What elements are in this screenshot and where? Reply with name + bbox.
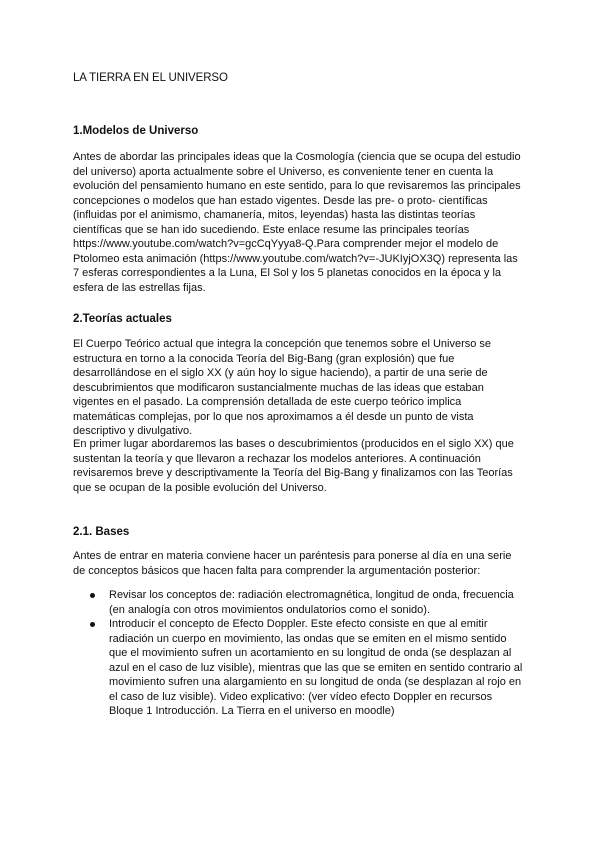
text-line: (en analogía con otros movimientos ondulatorios como el sonido).: [109, 603, 431, 616]
paragraph-teorias-2: [73, 437, 533, 495]
bullet-icon: [90, 593, 95, 598]
text-line: del universo) aporta actualmente sobre el Universo, es conveniente tener en cuenta la: [73, 165, 494, 178]
text-line: desarrollándose en el siglo XX (y aún hoy lo sigue haciendo), a partir de una serie de: [73, 367, 488, 379]
document-title: LA TIERRA EN EL UNIVERSO: [73, 72, 228, 84]
text-line: científicas que se han ido sucediendo. Este enlace resume las principales teorías: [73, 223, 470, 236]
text-line: 7 esferas correspondientes a la Luna, El Sol y los 5 planetas conocidos en la época y la: [73, 267, 502, 279]
text-line: evolución del pensamiento humano en este sentido, para lo que revisaremos las principales: [73, 180, 521, 192]
text-line: azul en el caso de luz visible), mientras que las que se emiten en sentido contrario al: [109, 661, 523, 674]
text-line: esfera de las estrellas fijas.: [73, 281, 206, 294]
ptolomeo-link-line[interactable]: Ptolomeo esta animación (https://www.youtube.com/watch?v=-JUKIyjOX3Q) representa las: [73, 252, 518, 265]
text-line: matemáticas complejas, por lo que nos aproximamos a él desde un punto de vista: [73, 410, 474, 423]
list-item: [73, 617, 543, 719]
text-line: Introducir el concepto de Efecto Doppler. Este efecto consiste en que al emitir: [109, 618, 488, 630]
section-heading-bases: 2.1. Bases: [73, 526, 130, 538]
list-item: [73, 588, 543, 617]
paragraph-teorias-1: [73, 337, 533, 439]
text-line: de conceptos básicos que hacen falta para comprender la argumentación posterior:: [73, 564, 481, 577]
text-line: estructura en torno a la conocida Teoría del Big-Bang (gran explosión) que fue: [73, 352, 455, 365]
text-line: que el movimiento sufren un acortamiento en su longitud de onda (se desplazan al: [109, 647, 512, 659]
text-line: revisaremos breve y descriptivamente la Teoría del Big-Bang y finalizamos con las Teorías: [73, 467, 513, 479]
text-line: vigentes en el pasado. La comprensión detallada de este cuerpo teórico implica: [73, 396, 462, 408]
text-line: concepciones o modelos que han estado vigentes. Desde las pre- o proto- científicas: [73, 194, 488, 207]
text-line: radiación un cuerpo en movimiento, las ondas que se emiten en el mismo sentido: [109, 632, 507, 645]
text-line: sustentan la teoría y que llevaron a rechazar los modelos anteriores. A continuación: [73, 452, 481, 465]
text-line: Revisar los conceptos de: radiación electromagnética, longitud de onda, frecuencia: [109, 589, 514, 601]
section-heading-teorias: 2.Teorías actuales: [73, 313, 172, 325]
text-line: Bloque 1 Introducción. La Tierra en el universo en moodle): [109, 705, 395, 717]
paragraph-bases-intro: [73, 549, 533, 578]
text-line: el caso de luz visible). Video explicativo: (ver vídeo efecto Doppler en recursos: [109, 690, 493, 703]
concepts-bullet-list: [73, 588, 543, 719]
text-line: descubrimientos que modificaron sustancialmente muchas de las ideas que estaban: [73, 381, 484, 394]
text-line: movimiento sufren una alargamiento en su longitud de onda (se desplazan al rojo en: [109, 676, 522, 688]
youtube-link-line[interactable]: https://www.youtube.com/watch?v=gcCqYyya8-Q.Para comprender mejor el modelo de: [73, 238, 499, 250]
section-heading-modelos: 1.Modelos de Universo: [73, 125, 199, 137]
text-line: Antes de abordar las principales ideas que la Cosmología (ciencia que se ocupa del estudio: [73, 151, 521, 163]
text-line: En primer lugar abordaremos las bases o descubrimientos (producidos en el siglo XX) que: [73, 438, 514, 450]
text-line: Antes de entrar en materia conviene hacer un paréntesis para ponerse al día en una serie: [73, 550, 512, 562]
text-line: que se ocupan de la posible evolución del Universo.: [73, 481, 327, 494]
text-line: descriptivo y divulgativo.: [73, 425, 193, 437]
text-line: El Cuerpo Teórico actual que integra la concepción que tenemos sobre el Universo se: [73, 338, 492, 350]
paragraph-modelos: [73, 150, 533, 295]
text-line: (influidas por el animismo, chamanería, mitos, leyendas) hasta las distintas teorías: [73, 209, 476, 221]
bullet-icon: [90, 622, 95, 627]
